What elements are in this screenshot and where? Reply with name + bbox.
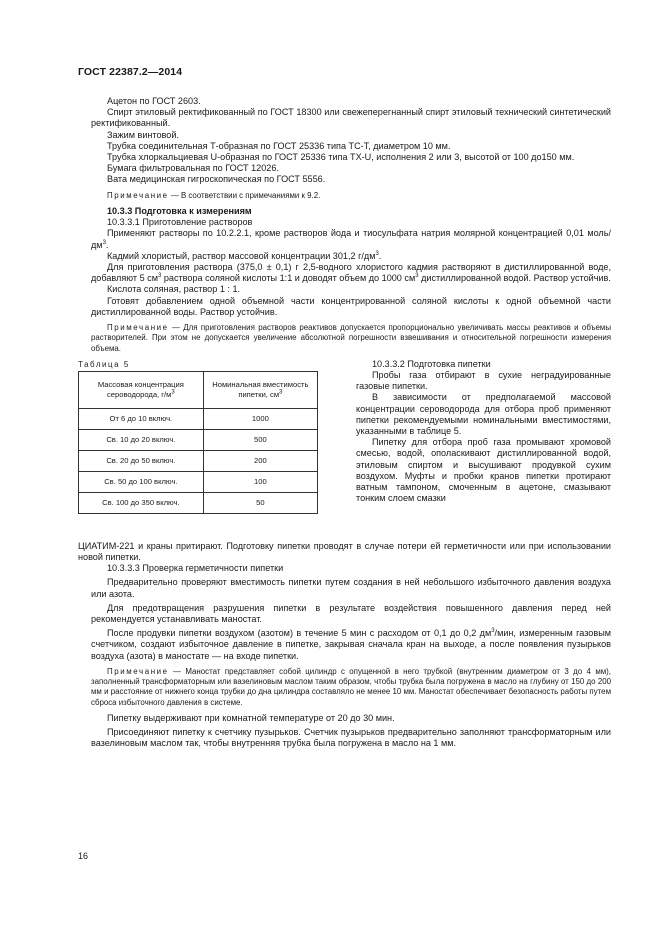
section-heading: 10.3.3 Подготовка к измерениям	[107, 205, 252, 216]
paragraph-continued: ЦИАТИМ-221 и краны притирают. Подготовку пипетки проводят в случае потери ей герметичности или при использовании новой пипетки.	[78, 540, 611, 563]
table-row	[79, 492, 318, 513]
note-label: Примечание	[107, 666, 169, 676]
text-run: После продувки пипетки воздухом (азотом) в течение 5 мин с расходом от 0,1 до 0,2 дм	[107, 628, 492, 639]
paragraph	[91, 262, 611, 284]
text-run: .	[378, 250, 382, 261]
table-row	[79, 408, 318, 429]
subsection-heading: 10.3.3.1 Приготовление растворов	[107, 217, 253, 228]
superscript: 3	[102, 239, 106, 246]
paragraph: Кислота соляная, раствор 1 : 1.	[107, 284, 241, 295]
paragraph: В зависимости от предполагаемой массовой концентрации сероводорода для отбора проб применяют пипетки рекомендуемыми номинальными вместимостями, указанными в таблице 5.	[356, 392, 611, 437]
material-item: Ацетон по ГОСТ 2603.	[107, 96, 201, 106]
table-row	[79, 429, 318, 450]
note	[91, 323, 611, 354]
column-header	[79, 371, 204, 408]
table-5	[78, 359, 318, 514]
superscript: 3	[171, 389, 175, 396]
document-header: ГОСТ 22387.2—2014	[78, 66, 183, 78]
superscript: 3	[415, 273, 419, 280]
note-label: Примечание	[107, 322, 169, 332]
page-number: 16	[78, 851, 89, 861]
note	[91, 191, 611, 201]
cell-range: Св. 20 до 50 включ.	[79, 450, 204, 471]
superscript: 3	[279, 389, 283, 396]
material-item: Трубка хлоркальциевая U-образная по ГОСТ 25336 типа ТХ-U, исполнения 2 или 3, высотой от 100 до150 мм.	[107, 152, 575, 163]
concentration-table	[78, 371, 318, 514]
paragraph: Присоединяют пипетку к счетчику пузырьков. Счетчик пузырьков предварительно заполняют трансформаторным или вазелиновым маслом так, чтобы внутренняя трубка была погружена в масло на 1 мм.	[91, 727, 611, 749]
paragraph: Пробы газа отбирают в сухие неградуированные газовые пипетки.	[356, 370, 611, 392]
note-text: — В соответствии с примечаниями к 9.2.	[168, 190, 321, 200]
table-caption: Таблица 5	[78, 359, 130, 369]
text-run: /мин, измеренным газовым счетчиком, создают избыточное давление в пипетке, закрывая сначала кран на выходе, а после появления пузырьков воздуха (азота) в маностате — на входе пипетки.	[91, 628, 611, 661]
text-run: дистиллированной водой. Раствор устойчив.	[418, 273, 611, 284]
text-run: Применяют растворы по 10.2.2.1, кроме растворов йода и тиосульфата натрия молярной концентрацией 0,01 моль/дм	[91, 228, 611, 250]
paragraph: Для предотвращения разрушения пипетки в результате воздействия повышенного давления перед ней рекомендуется устанавливать маностат.	[91, 602, 611, 625]
material-item: Трубка соединительная Т-образная по ГОСТ 25336 типа ТС-Т, диаметром 10 мм.	[107, 140, 451, 151]
cell-range: Св. 10 до 20 включ.	[79, 429, 204, 450]
paragraph	[91, 228, 611, 250]
note-label: Примечание	[107, 190, 169, 200]
superscript: 3	[375, 250, 379, 257]
table-header-row	[79, 371, 318, 408]
cell-range: Св. 100 до 350 включ.	[79, 492, 204, 513]
cell-volume: 500	[203, 429, 317, 450]
text-run: раствора соляной кислоты 1:1 и доводят объем до 1000 см	[161, 273, 416, 284]
note	[91, 667, 611, 708]
header-text: Номинальная вместимость пипетки, см	[212, 380, 309, 399]
paragraph: Пипетку для отбора проб газа промывают хромовой смесью, водой, ополаскивают дистиллированной водой, этиловым спиртом и высушивают продувкой сухим воздухом. Муфты и пробки кранов пипетки протирают ватным тампоном, смоченным в ацетоне, смазывают тонким слоем смазки	[356, 437, 611, 504]
header-text: Массовая концентрация сероводорода, г/м	[97, 380, 184, 399]
cell-volume: 100	[203, 471, 317, 492]
table-row	[79, 450, 318, 471]
paragraph: Готовят добавлением одной объемной части концентрированной соляной кислоты к одной объемной части дистиллированной воды. Раствор устойчив.	[91, 295, 611, 317]
paragraph: Пипетку выдерживают при комнатной температуре от 20 до 30 мин.	[107, 713, 395, 724]
column-header	[203, 371, 317, 408]
material-item: Вата медицинская гигроскопическая по ГОСТ 5556.	[107, 174, 326, 185]
cell-range: От 6 до 10 включ.	[79, 408, 204, 429]
cell-volume: 1000	[203, 408, 317, 429]
document-body	[78, 96, 611, 750]
paragraph: Предварительно проверяют вместимость пипетки путем создания в ней небольшого избыточного давления воздуха или азота.	[91, 577, 611, 599]
superscript: 3	[491, 628, 495, 635]
subsection-heading: 10.3.3.3 Проверка герметичности пипетки	[107, 563, 284, 574]
right-column-text	[356, 359, 611, 505]
cell-volume: 200	[203, 450, 317, 471]
text-run: Для приготовления раствора (375,0 ± 0,1) г 2,5-водного хлористого кадмия растворяют в дистиллированной воде, добавляют 5 см	[91, 261, 611, 284]
table-and-text	[78, 358, 611, 541]
material-item: Зажим винтовой.	[107, 129, 179, 140]
note-text: — Маностат представляет собой цилиндр с опущенной в него трубкой (внутренним диаметром от 3 до 4 мм), заполненный трансформаторным или вазелиновым маслом таким образом, чтобы трубка была погружена в масло на глубину от 150 до 200 мм и расстояние от нижнего конца трубки до дна цилиндра составляло не менее 10 мм. Маностат обеспечивает безопасность работы путем сброса избыточного давления в системе.	[91, 666, 611, 707]
paragraph	[91, 251, 611, 262]
superscript: 3	[157, 273, 162, 280]
material-item: Бумага фильтровальная по ГОСТ 12026.	[107, 163, 279, 174]
text-run: .	[105, 239, 109, 250]
text-run: Кадмий хлористый, раствор массовой концентрации 301,2 г/дм	[107, 250, 376, 261]
paragraph	[91, 628, 611, 662]
note-text: — Для приготовления растворов реактивов допускается пропорционально увеличивать массы реактивов и объемы растворителей. При этом не допускается увеличение абсолютной погрешности взвешивания и относительной погрешности измерения объема.	[91, 322, 611, 353]
cell-volume: 50	[203, 492, 317, 513]
table-row	[79, 471, 318, 492]
subsection-heading: 10.3.3.2 Подготовка пипетки	[372, 358, 491, 369]
cell-range: Св. 50 до 100 включ.	[79, 471, 204, 492]
material-item: Спирт этиловый ректификованный по ГОСТ 18300 или свежеперегнанный спирт этиловый технический синтетический ректификованный.	[91, 107, 611, 129]
